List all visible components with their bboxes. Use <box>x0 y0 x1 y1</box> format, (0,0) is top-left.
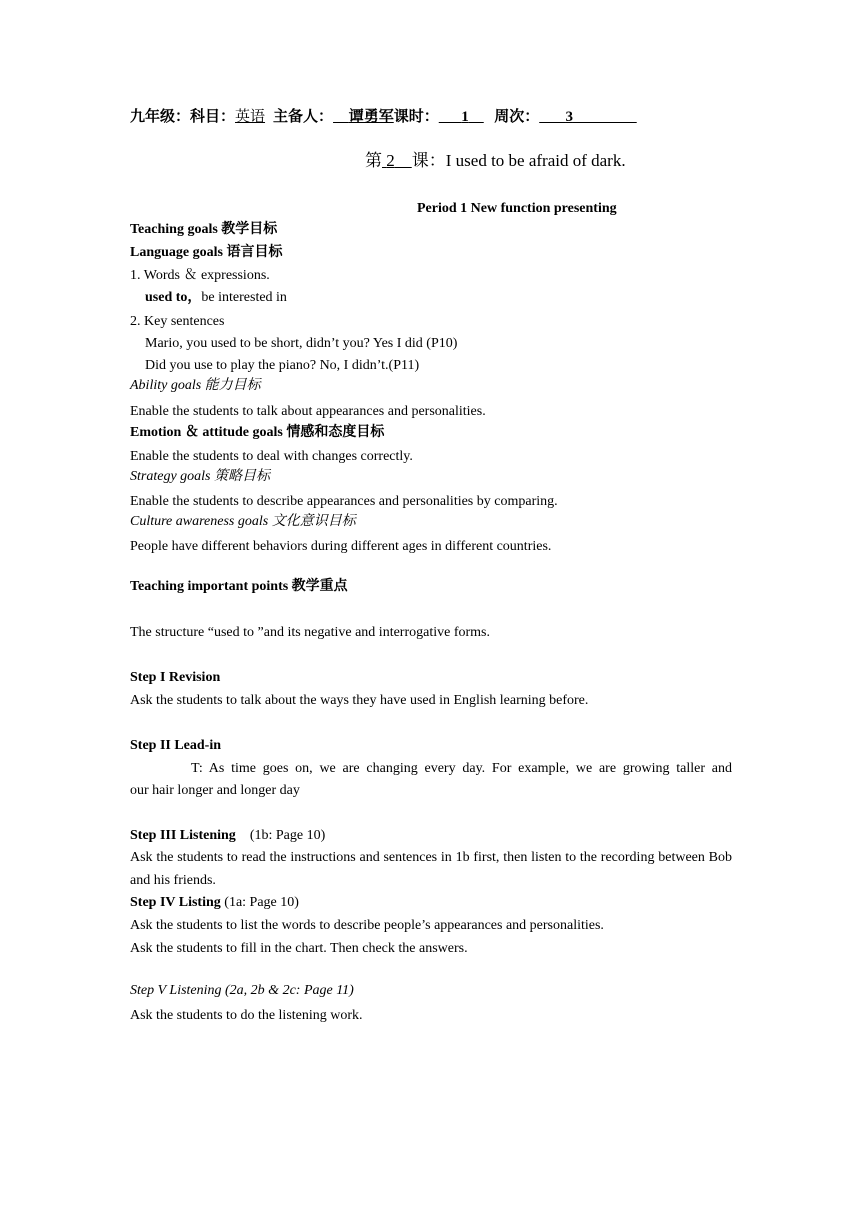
preparer-label: 主备人： <box>273 107 334 125</box>
step-4-text-2: Ask the students to fill in the chart. Then check the answers. <box>130 941 468 956</box>
step-2-text-line2: our hair longer and longer day <box>130 783 300 798</box>
step-5-text: Ask the students to do the listening work. <box>130 1008 363 1023</box>
used-to-item: used to，be interested in <box>145 290 287 305</box>
key-sentences-item: 2. Key sentences <box>130 314 225 329</box>
step-4-text-1: Ask the students to list the words to describe people’s appearances and personalities. <box>130 918 604 933</box>
strategy-goals-text: Enable the students to describe appearances and personalities by comparing. <box>130 494 558 509</box>
document-header <box>130 105 637 126</box>
structure-text: The structure “used to ”and its negative and interrogative forms. <box>130 625 490 640</box>
week-value: 3 <box>565 109 573 125</box>
step-2-title: Step II Lead-in <box>130 738 222 753</box>
hours-value: 1 <box>461 109 469 125</box>
strategy-goals-heading: Strategy goals 策略目标 <box>130 469 270 484</box>
culture-goals-heading: Culture awareness goals 文化意识目标 <box>130 514 356 529</box>
key-sentence-2: Did you use to play the piano? No, I didn’t.(P11) <box>145 358 420 373</box>
language-goals-heading: Language goals 语言目标 <box>130 245 283 260</box>
grade-subject-label: 九年级：科目： <box>130 107 236 125</box>
step-3-text: Ask the students to read the instructions and sentences in 1b first, then listen to the recording between Bob and his friends. <box>130 850 732 888</box>
teaching-goals-heading: Teaching goals 教学目标 <box>130 222 278 237</box>
ability-goals-heading: Ability goals 能力目标 <box>130 378 261 393</box>
step-5-title: Step V Listening (2a, 2b & 2c: Page 11) <box>130 983 354 998</box>
step-1-title: Step I Revision <box>130 670 221 685</box>
step-4-title: Step IV Listing (1a: Page 10) <box>130 895 299 910</box>
culture-goals-text: People have different behaviors during different ages in different countries. <box>130 539 552 554</box>
emotion-goals-text: Enable the students to deal with changes correctly. <box>130 449 413 464</box>
words-expressions-item: 1. Words ＆ expressions. <box>130 268 270 283</box>
period-title: Period 1 New function presenting <box>417 201 617 216</box>
step-1-text: Ask the students to talk about the ways they have used in English learning before. <box>130 693 589 708</box>
step-2-text-line1: T: As time goes on, we are changing every day. For example, we are growing taller and <box>191 761 732 776</box>
important-points-heading: Teaching important points 教学重点 <box>130 579 348 594</box>
hours-label: 课时： <box>393 107 439 125</box>
ability-goals-text: Enable the students to talk about appearances and personalities. <box>130 404 486 419</box>
key-sentence-1: Mario, you used to be short, didn’t you? Yes I did (P10) <box>145 336 458 351</box>
lesson-title: 第 2 课：I used to be afraid of dark. <box>365 151 626 170</box>
subject-value: 英语 <box>235 107 266 125</box>
preparer-value: 谭勇军 <box>348 107 394 125</box>
emotion-goals-heading: Emotion ＆ attitude goals 情感和态度目标 <box>130 425 385 440</box>
week-label: 周次： <box>494 107 540 125</box>
step-3-title: Step III Listening (1b: Page 10) <box>130 828 326 843</box>
